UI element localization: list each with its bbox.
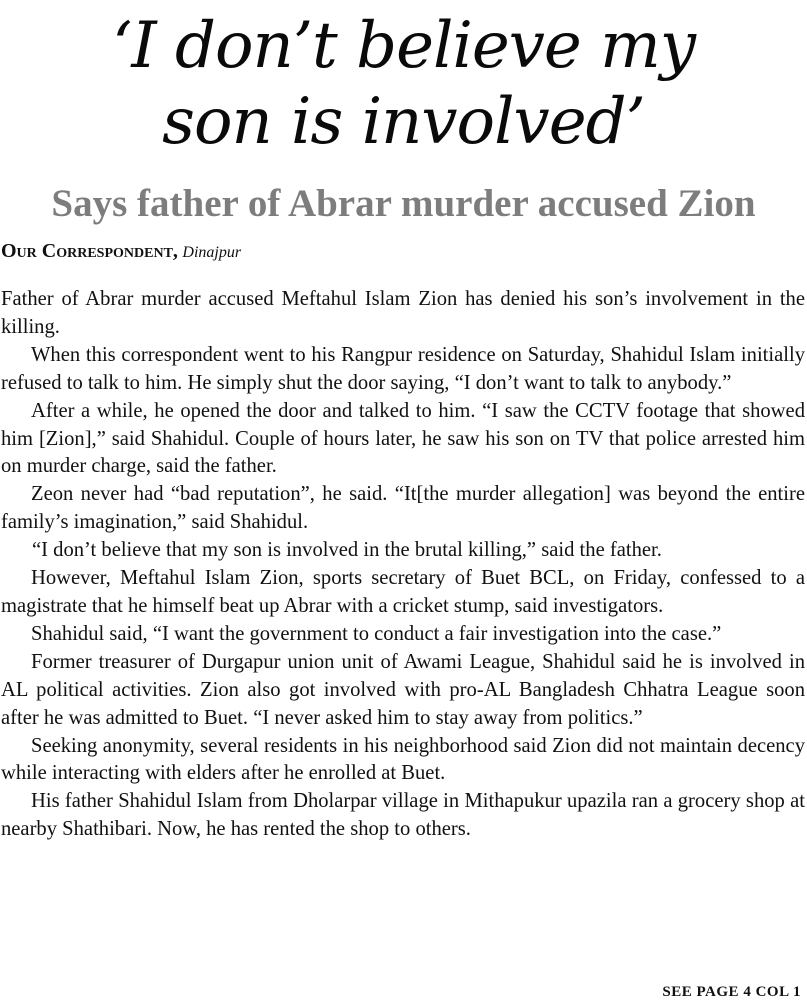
paragraph: Former treasurer of Durgapur union unit of Awami League, Shahidul said he is involved in AL political activities. Zion also got involved with pro-AL Bangladesh Chhatra League soon after he was admitted to Buet. “I never asked him to stay away from politics.”: [1, 650, 805, 729]
headline-line-2: son is involved’: [162, 85, 645, 159]
paragraph: After a while, he opened the door and talked to him. “I saw the CCTV footage that showed him [Zion],” said Shahidul. Couple of hours later, he saw his son on TV that police arrested him on murder charge, said the father.: [1, 399, 805, 478]
headline-line-1: ‘I don’t believe my: [112, 9, 695, 83]
article-body: [1, 286, 805, 844]
subheadline: Says father of Abrar murder accused Zion: [51, 182, 756, 225]
paragraph: Shahidul said, “I want the government to conduct a fair investigation into the case.”: [31, 622, 722, 645]
paragraph: His father Shahidul Islam from Dholarpar village in Mithapukur upazila ran a grocery shop at nearby Shathibari. Now, he has rented the shop to others.: [1, 790, 805, 841]
byline-correspondent: Our Correspondent,: [1, 240, 178, 262]
paragraph: Zeon never had “bad reputation”, he said. “It[the murder allegation] was beyond the entire family’s imagination,” said Shahidul.: [1, 483, 805, 534]
paragraph: Father of Abrar murder accused Meftahul Islam Zion has denied his son’s involvement in the killing.: [1, 288, 805, 338]
byline-location: Dinajpur: [182, 244, 242, 261]
byline: [1, 239, 241, 265]
paragraph: “I don’t believe that my son is involved in the brutal killing,” said the father.: [32, 539, 662, 562]
headline: [0, 8, 807, 160]
paragraph: However, Meftahul Islam Zion, sports secretary of Buet BCL, on Friday, confessed to a magistrate that he himself beat up Abrar with a cricket stump, said investigators.: [1, 567, 805, 617]
continuation-jump-line: SEE PAGE 4 COL 1: [662, 984, 801, 1000]
paragraph: When this correspondent went to his Rangpur residence on Saturday, Shahidul Islam initially refused to talk to him. He simply shut the door saying, “I don’t want to talk to anybody.”: [1, 343, 805, 394]
paragraph: Seeking anonymity, several residents in his neighborhood said Zion did not maintain decency while interacting with elders after he enrolled at Buet.: [1, 734, 805, 785]
